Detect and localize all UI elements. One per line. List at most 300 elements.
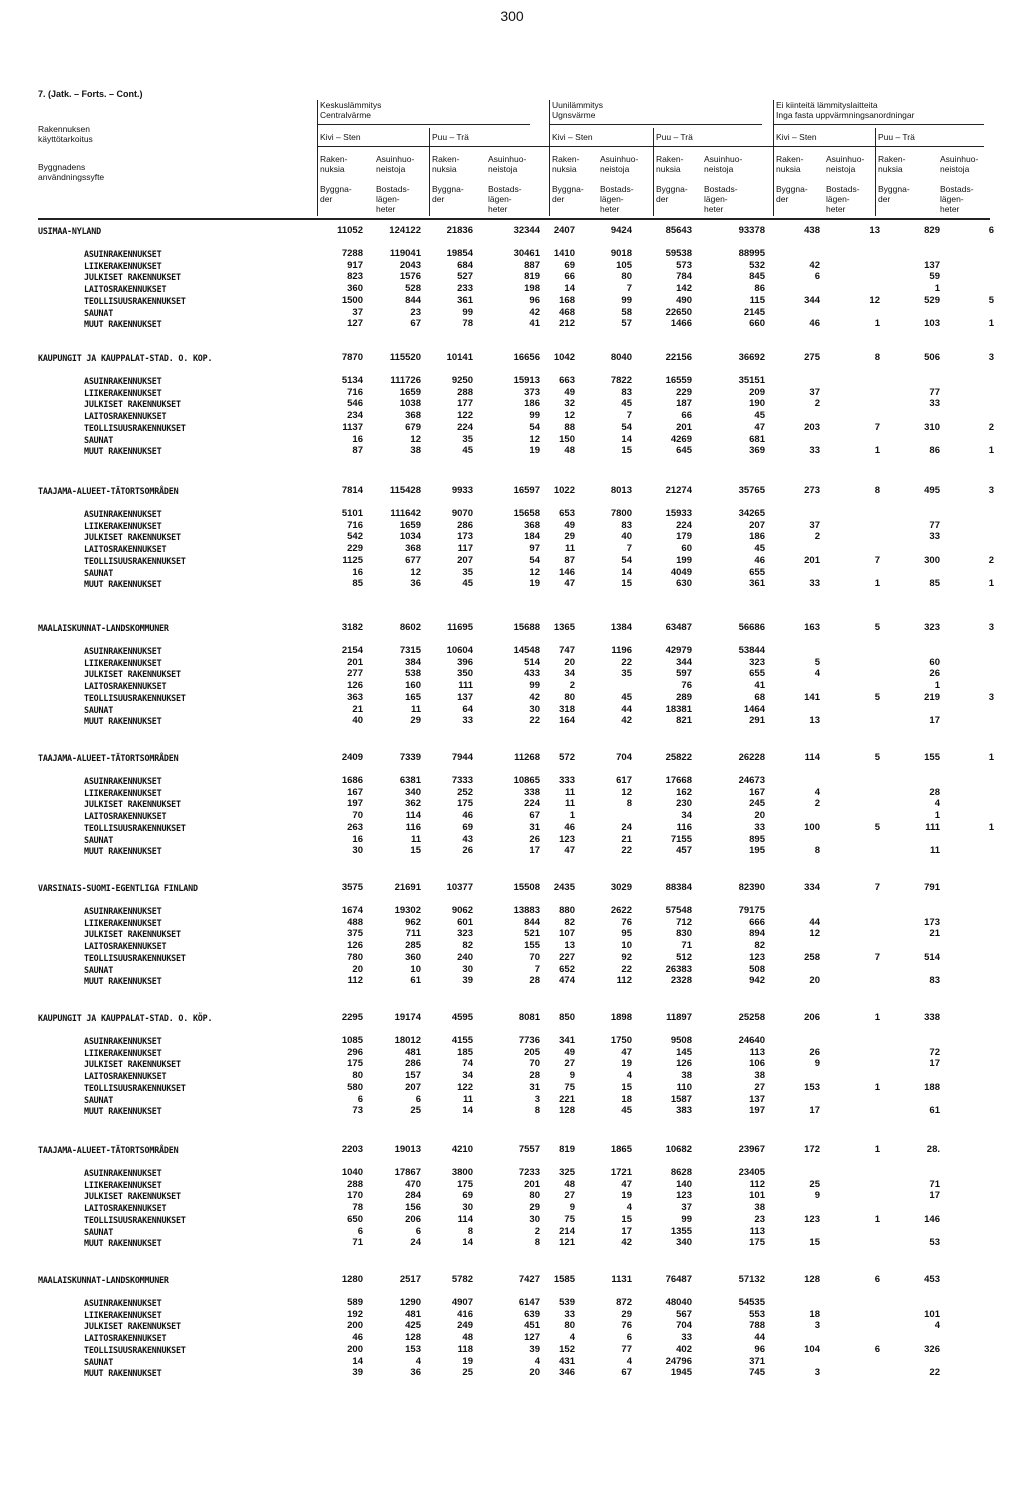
cell-value: 2 (814, 798, 820, 810)
cell-value: 101 (749, 1190, 765, 1202)
cell-value: 31 (529, 821, 540, 833)
cell-value: 11 (410, 833, 421, 845)
cell-value: 40 (621, 531, 632, 543)
cell-value: 5 (874, 821, 880, 833)
table-row (0, 845, 1024, 857)
cell-value: 87 (564, 554, 575, 566)
cell-value: 7736 (518, 1035, 540, 1046)
cell-value: 112 (749, 1178, 765, 1190)
cell-value: 14 (621, 433, 632, 445)
table-row-label: LIIKERAKENNUKSET (84, 787, 162, 798)
table-row-label: LIIKERAKENNUKSET (84, 387, 162, 398)
table-row (0, 1035, 1024, 1047)
table-row (0, 307, 1024, 319)
cell-value: 384 (405, 656, 421, 668)
cell-value: 37 (809, 519, 820, 531)
cell-value: 821 (676, 715, 692, 727)
cell-value: 28 (929, 786, 940, 798)
cell-value: 16 (352, 833, 363, 845)
cell-value: 3 (534, 1093, 540, 1105)
header-col-dwellings: Asuinhuo- neistoja Bostads- lägen- heter (488, 154, 527, 214)
cell-value: 425 (405, 1320, 421, 1332)
table-row (0, 834, 1024, 846)
cell-value: 48 (462, 1332, 473, 1344)
cell-value: 12 (410, 566, 421, 578)
cell-value: 71 (929, 1178, 940, 1190)
cell-value: 291 (749, 715, 765, 727)
cell-value: 122 (457, 410, 473, 422)
cell-value: 16 (352, 433, 363, 445)
cell-value: 41 (754, 680, 765, 692)
cell-value: 46 (352, 1332, 363, 1344)
cell-value: 6 (874, 1343, 880, 1355)
cell-value: 652 (559, 963, 575, 975)
cell-value: 42979 (665, 645, 692, 656)
cell-value: 350 (457, 668, 473, 680)
cell-value: 495 (924, 485, 940, 496)
cell-value: 106 (749, 1058, 765, 1070)
cell-value: 542 (347, 531, 363, 543)
cell-value: 39 (462, 975, 473, 987)
cell-value: 224 (676, 519, 692, 531)
cell-value: 1 (874, 1012, 880, 1023)
header-material-2: Puu – Trä (432, 132, 469, 142)
cell-value: 567 (676, 1308, 692, 1320)
cell-value: 198 (524, 283, 540, 295)
cell-value: 3 (988, 352, 994, 363)
cell-value: 1500 (341, 294, 363, 306)
cell-value: 179 (676, 531, 692, 543)
cell-value: 8 (874, 485, 880, 496)
cell-value: 214 (559, 1225, 575, 1237)
table-row-label: SAUNAT (84, 1226, 114, 1237)
cell-value: 12 (621, 786, 632, 798)
header-material-1: Kivi – Sten (320, 132, 361, 142)
cell-value: 128 (804, 1274, 820, 1285)
cell-value: 104 (804, 1343, 820, 1355)
cell-value: 6 (415, 1093, 421, 1105)
cell-value: 115428 (389, 485, 421, 496)
cell-value: 895 (749, 833, 765, 845)
cell-value: 1587 (670, 1093, 692, 1105)
cell-value: 64 (462, 703, 473, 715)
cell-value: 273 (804, 485, 820, 496)
cell-value: 653 (559, 508, 575, 519)
cell-value: 20 (564, 656, 575, 668)
cell-value: 1 (874, 445, 880, 457)
cell-value: 285 (405, 940, 421, 952)
cell-value: 33 (809, 578, 820, 590)
cell-value: 10604 (446, 645, 473, 656)
cell-value: 99 (529, 680, 540, 692)
header-group-stove-heating: Uuniläm​mitys Ugnsvärme (552, 100, 604, 120)
cell-value: 186 (524, 398, 540, 410)
cell-value: 17 (621, 1225, 632, 1237)
cell-value: 67 (621, 1367, 632, 1379)
cell-value: 184 (524, 531, 540, 543)
cell-value: 111642 (390, 508, 421, 519)
cell-value: 187 (676, 398, 692, 410)
cell-value: 4 (934, 798, 940, 810)
cell-value: 872 (616, 1297, 632, 1308)
table-row-label: LIIKERAKENNUKSET (84, 260, 162, 271)
cell-value: 24 (621, 821, 632, 833)
cell-value: 14 (462, 1237, 473, 1249)
cell-value: 7288 (341, 248, 363, 259)
cell-value: 86 (929, 445, 940, 457)
cell-value: 9 (569, 1070, 575, 1082)
cell-value: 30461 (513, 248, 540, 259)
cell-value: 46 (564, 821, 575, 833)
cell-value: 29 (529, 1202, 540, 1214)
cell-value: 9508 (670, 1035, 692, 1046)
cell-value: 17 (929, 1058, 940, 1070)
table-row-label: ASUINRAKENNUKSET (84, 1036, 162, 1046)
cell-value: 1 (988, 445, 994, 457)
cell-value: 363 (347, 691, 363, 703)
cell-value: 230 (676, 798, 692, 810)
cell-value: 118 (457, 1343, 473, 1355)
cell-value: 25 (462, 1367, 473, 1379)
cell-value: 275 (804, 352, 820, 363)
cell-value: 75 (564, 1213, 575, 1225)
table-row-label: JULKISET RAKENNUKSET (84, 799, 181, 810)
table-row (0, 1297, 1024, 1309)
cell-value: 12 (410, 433, 421, 445)
table-row (0, 508, 1024, 520)
cell-value: 201 (676, 421, 692, 433)
table-row (0, 905, 1024, 917)
table-row-label: ASUINRAKENNUKSET (84, 646, 162, 656)
cell-value: 95 (621, 928, 632, 940)
cell-value: 6 (415, 1225, 421, 1237)
table-row (0, 445, 1024, 457)
cell-value: 8040 (610, 352, 632, 363)
cell-value: 258 (804, 951, 820, 963)
cell-value: 1 (874, 318, 880, 330)
cell-value: 844 (405, 294, 421, 306)
cell-value: 396 (457, 656, 473, 668)
cell-value: 506 (924, 352, 940, 363)
cell-value: 1576 (399, 271, 421, 283)
cell-value: 46 (462, 810, 473, 822)
cell-value: 572 (559, 752, 575, 763)
cell-value: 45 (754, 543, 765, 555)
table-row-label: ASUINRAKENNUKSET (84, 906, 162, 916)
table-row (0, 668, 1024, 680)
cell-value: 59538 (665, 248, 692, 259)
cell-value: 53 (929, 1237, 940, 1249)
cell-value: 47 (621, 1046, 632, 1058)
cell-value: 23405 (738, 1167, 765, 1178)
cell-value: 663 (559, 375, 575, 386)
cell-value: 54535 (738, 1297, 765, 1308)
cell-value: 1 (988, 318, 994, 330)
table-row-label: JULKISET RAKENNUKSET (84, 1191, 181, 1202)
cell-value: 15658 (513, 508, 540, 519)
cell-value: 77 (621, 1343, 632, 1355)
cell-value: 5 (988, 294, 994, 306)
table-row (0, 964, 1024, 976)
cell-value: 655 (749, 668, 765, 680)
cell-value: 887 (524, 259, 540, 271)
cell-value: 156 (405, 1202, 421, 1214)
cell-value: 145 (676, 1046, 692, 1058)
cell-value: 34265 (738, 508, 765, 519)
cell-value: 33 (564, 1308, 575, 1320)
cell-value: 114 (804, 752, 820, 763)
cell-value: 15 (621, 1081, 632, 1093)
cell-value: 532 (749, 259, 765, 271)
cell-value: 333 (559, 775, 575, 786)
table-row-label: ASUINRAKENNUKSET (84, 776, 162, 786)
cell-value: 16597 (513, 485, 540, 496)
region-row (0, 1144, 1024, 1156)
region-row (0, 622, 1024, 634)
cell-value: 24 (410, 1237, 421, 1249)
cell-value: 4 (814, 786, 820, 798)
cell-value: 45 (754, 410, 765, 422)
cell-value: 597 (676, 668, 692, 680)
cell-value: 19 (529, 445, 540, 457)
table-row (0, 248, 1024, 260)
cell-value: 46 (809, 318, 820, 330)
table-row-label: LAITOSRAKENNUKSET (84, 941, 167, 952)
table-row-label: MUUT RAKENNUKSET (84, 446, 162, 457)
cell-value: 373 (524, 386, 540, 398)
cell-value: 12 (809, 928, 820, 940)
table-row-label: JULKISET RAKENNUKSET (84, 272, 181, 283)
cell-value: 21274 (665, 485, 692, 496)
cell-value: 819 (524, 271, 540, 283)
table-row-label: LAITOSRAKENNUKSET (84, 544, 167, 555)
cell-value: 173 (924, 916, 940, 928)
cell-value: 99 (529, 410, 540, 422)
cell-value: 4155 (451, 1035, 473, 1046)
cell-value: 1022 (553, 485, 575, 496)
cell-value: 76 (621, 916, 632, 928)
table-row-label: SAUNAT (84, 1356, 114, 1367)
cell-value: 163 (804, 622, 820, 633)
cell-value: 2 (814, 398, 820, 410)
cell-value: 30 (462, 1202, 473, 1214)
table-row-label: MUUT RAKENNUKSET (84, 716, 162, 727)
table-row-label: LIIKERAKENNUKSET (84, 917, 162, 928)
table-row-label: TEOLLISUUSRAKENNUKSET (84, 1214, 186, 1225)
cell-value: 1 (934, 680, 940, 692)
cell-value: 11897 (666, 1012, 692, 1023)
cell-value: 7 (874, 554, 880, 566)
cell-value: 4 (534, 1355, 540, 1367)
cell-value: 9250 (451, 375, 473, 386)
cell-value: 160 (405, 680, 421, 692)
table-row (0, 787, 1024, 799)
table-row-label: LAITOSRAKENNUKSET (84, 1071, 167, 1082)
region-row-label: TAAJAMA-ALUEET-TÄTORTSOMRÅDEN (38, 753, 179, 763)
table-row (0, 775, 1024, 787)
cell-value: 553 (749, 1308, 765, 1320)
cell-value: 1 (874, 1213, 880, 1225)
cell-value: 819 (559, 1144, 575, 1155)
cell-value: 26 (529, 833, 540, 845)
cell-value: 17 (929, 1190, 940, 1202)
cell-value: 201 (804, 554, 820, 566)
table-row (0, 1226, 1024, 1238)
cell-value: 21691 (394, 882, 421, 893)
header-material-4: Puu – Trä (656, 132, 693, 142)
cell-value: 7557 (518, 1144, 540, 1155)
cell-value: 4 (569, 1332, 575, 1344)
cell-value: 47 (754, 421, 765, 433)
cell-value: 8081 (518, 1012, 540, 1023)
header-col-dwellings: Asuinhuo- neistoja Bostads- lägen- heter (940, 154, 979, 214)
table-row-label: MUUT RAKENNUKSET (84, 1238, 162, 1249)
cell-value: 37 (352, 306, 363, 318)
cell-value: 13 (869, 225, 880, 236)
cell-value: 41 (529, 318, 540, 330)
cell-value: 1 (934, 810, 940, 822)
cell-value: 146 (559, 566, 575, 578)
cell-value: 470 (405, 1178, 421, 1190)
cell-value: 8 (814, 845, 820, 857)
cell-value: 126 (347, 940, 363, 952)
cell-value: 711 (405, 928, 421, 940)
cell-value: 529 (924, 294, 940, 306)
cell-value: 40 (352, 715, 363, 727)
cell-value: 115520 (389, 352, 421, 363)
cell-value: 58 (621, 306, 632, 318)
cell-value: 368 (405, 410, 421, 422)
header-col-buildings: Raken- nuksia Byggna- der (320, 154, 352, 204)
cell-value: 580 (347, 1081, 363, 1093)
header-group-central-heating: Keskuslämmitys Centralvärme (320, 100, 382, 120)
cell-value: 22 (529, 715, 540, 727)
cell-value: 35 (462, 433, 473, 445)
cell-value: 1280 (341, 1274, 363, 1285)
cell-value: 197 (347, 798, 363, 810)
cell-value: 1659 (399, 386, 421, 398)
cell-value: 113 (749, 1225, 765, 1237)
cell-value: 2435 (553, 882, 575, 893)
header-material-5: Kivi – Sten (776, 132, 817, 142)
cell-value: 1 (988, 578, 994, 590)
table-row-label: JULKISET RAKENNUKSET (84, 1321, 181, 1332)
cell-value: 39 (529, 1343, 540, 1355)
region-row (0, 352, 1024, 364)
cell-value: 1290 (399, 1297, 421, 1308)
cell-value: 617 (616, 775, 632, 786)
cell-value: 360 (347, 283, 363, 295)
cell-value: 1137 (342, 421, 363, 433)
cell-value: 66 (681, 410, 692, 422)
cell-value: 36 (410, 578, 421, 590)
cell-value: 45 (462, 445, 473, 457)
cell-value: 123 (559, 833, 575, 845)
cell-value: 457 (676, 845, 692, 857)
table-row-label: TEOLLISUUSRAKENNUKSET (84, 555, 186, 566)
table-row (0, 1190, 1024, 1202)
cell-value: 137 (457, 691, 473, 703)
cell-value: 141 (804, 691, 820, 703)
table-row (0, 704, 1024, 716)
table-row (0, 520, 1024, 532)
cell-value: 1 (988, 752, 994, 763)
cell-value: 9933 (451, 485, 473, 496)
cell-value: 21 (929, 928, 940, 940)
table-row-label: JULKISET RAKENNUKSET (84, 532, 181, 543)
cell-value: 2 (988, 421, 994, 433)
cell-value: 153 (804, 1081, 820, 1093)
table-row-label: ASUINRAKENNUKSET (84, 249, 162, 259)
cell-value: 77 (929, 519, 940, 531)
cell-value: 344 (676, 656, 692, 668)
cell-value: 300 (924, 554, 940, 566)
cell-value: 221 (559, 1093, 575, 1105)
cell-value: 33 (754, 821, 765, 833)
cell-value: 375 (347, 928, 363, 940)
cell-value: 433 (524, 668, 540, 680)
table-row (0, 1082, 1024, 1094)
cell-value: 880 (559, 905, 575, 916)
cell-value: 12 (564, 410, 575, 422)
cell-value: 20 (754, 810, 765, 822)
cell-value: 35 (462, 566, 473, 578)
cell-value: 126 (676, 1058, 692, 1070)
cell-value: 546 (347, 398, 363, 410)
cell-value: 44 (754, 1332, 765, 1344)
cell-value: 369 (749, 445, 765, 457)
cell-value: 26 (462, 845, 473, 857)
cell-value: 162 (676, 786, 692, 798)
cell-value: 2 (988, 554, 994, 566)
cell-value: 8 (534, 1237, 540, 1249)
cell-value: 68 (754, 691, 765, 703)
cell-value: 47 (564, 578, 575, 590)
cell-value: 289 (676, 691, 692, 703)
table-row-label: TEOLLISUUSRAKENNUKSET (84, 692, 186, 703)
cell-value: 6 (874, 1274, 880, 1285)
cell-value: 10682 (665, 1144, 692, 1155)
cell-value: 453 (924, 1274, 940, 1285)
region-row-label: VARSINAIS-SUOMI-EGENTLIGA FINLAND (38, 883, 198, 893)
table-row-label: LIIKERAKENNUKSET (84, 657, 162, 668)
cell-value: 155 (924, 752, 940, 763)
table-row (0, 1058, 1024, 1070)
cell-value: 8628 (670, 1167, 692, 1178)
region-row (0, 1012, 1024, 1024)
cell-value: 82390 (738, 882, 765, 893)
cell-value: 33 (462, 715, 473, 727)
cell-value: 97 (529, 543, 540, 555)
cell-value: 122 (457, 1081, 473, 1093)
cell-value: 140 (676, 1178, 692, 1190)
header-material-6: Puu – Trä (878, 132, 915, 142)
cell-value: 67 (529, 810, 540, 822)
table-row (0, 1105, 1024, 1117)
table-row (0, 434, 1024, 446)
cell-value: 100 (804, 821, 820, 833)
cell-value: 42 (621, 715, 632, 727)
cell-value: 1410 (553, 248, 575, 259)
table-row (0, 375, 1024, 387)
cell-value: 200 (347, 1343, 363, 1355)
region-row-label: USIMAA-NYLAND (38, 226, 101, 236)
cell-value: 10 (410, 963, 421, 975)
cell-value: 172 (804, 1144, 820, 1155)
cell-value: 30 (529, 1213, 540, 1225)
cell-value: 573 (676, 259, 692, 271)
table-row-label: SAUNAT (84, 434, 114, 445)
